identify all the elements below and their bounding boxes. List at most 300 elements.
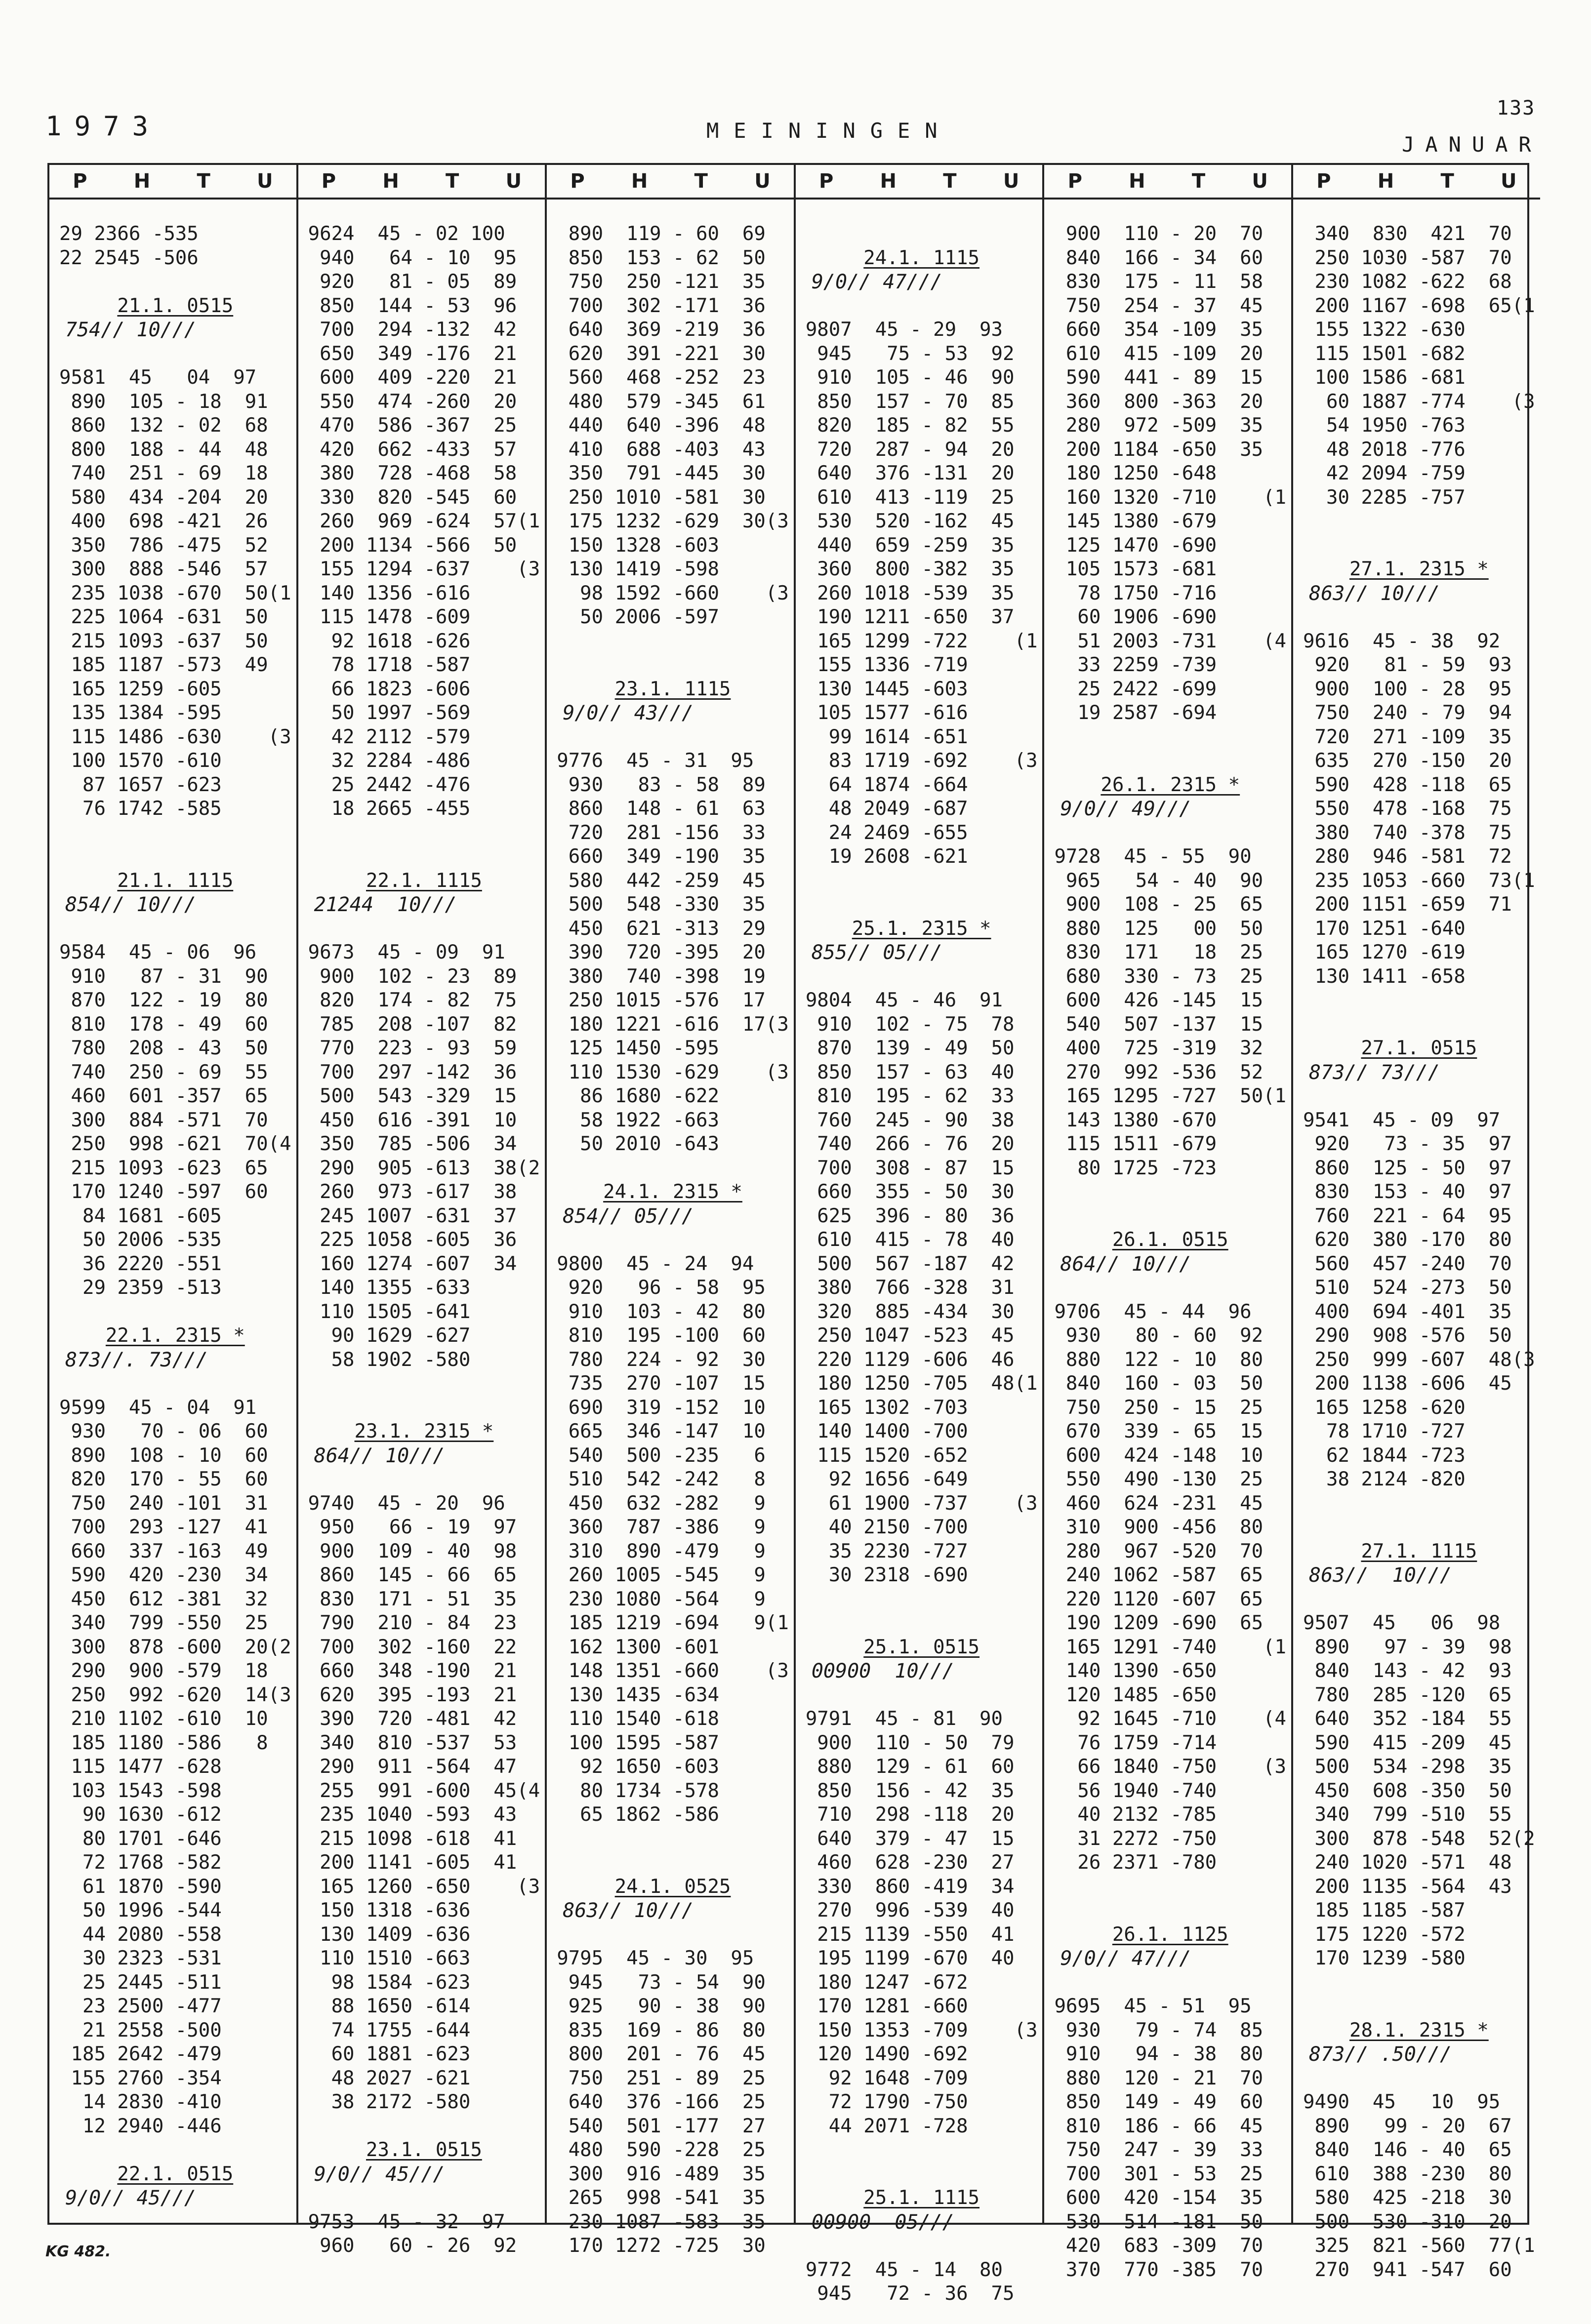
table-row: 780 285 -120 65: [1303, 1683, 1512, 1706]
spacer-row: [59, 1372, 291, 1396]
table-row: 200 1184 -650 35: [1054, 438, 1264, 461]
sounding-code-line: 864// 10///: [1060, 1252, 1191, 1276]
table-row: 9581 45 04 97: [59, 366, 257, 389]
table-row: 35 2230 -727: [805, 1540, 968, 1563]
table-row: 110 1530 -629 (3: [557, 1061, 789, 1083]
table-row: 750 247 - 39 33: [1054, 2139, 1264, 2161]
table-row: 690 319 -152 10: [557, 1396, 766, 1419]
table-row: 180 1221 -616 17(3: [557, 1013, 789, 1036]
column-header-label: T: [197, 170, 210, 193]
table-row: 860 125 - 50 97: [1303, 1157, 1512, 1179]
table-row: 200 1151 -659 71: [1303, 893, 1512, 916]
table-row: 98 1584 -623: [308, 1971, 471, 1994]
table-row: 500 534 -298 35: [1303, 1756, 1512, 1778]
table-row: 80 1701 -646: [59, 1827, 222, 1850]
table-row: 830 153 - 40 97: [1303, 1181, 1512, 1203]
table-row: 350 786 -475 52: [59, 534, 268, 557]
table-row: 9624 45 - 02 100: [308, 223, 505, 245]
column-body: [49, 200, 296, 2210]
table-row: 170 1251 -640: [1303, 917, 1466, 940]
table-row: 380 740 -378 75: [1303, 821, 1512, 844]
table-row: 86 1680 -622: [557, 1085, 719, 1107]
column-header-label: U: [1501, 170, 1517, 193]
column-body: [1293, 200, 1540, 2282]
sounding-code-line: 00900 10///: [811, 1660, 954, 1683]
table-row: 19 2608 -621: [805, 845, 968, 868]
table-row: 580 442 -259 45: [557, 869, 766, 892]
table-row: 9706 45 - 44 96: [1054, 1300, 1252, 1323]
column-header-label: T: [1440, 170, 1454, 193]
table-row: 185 1180 -586 8: [59, 1731, 268, 1754]
table-row: 25 2442 -476: [308, 773, 471, 796]
table-row: 200 1134 -566 50: [308, 534, 517, 557]
table-row: 700 302 -160 22: [308, 1636, 517, 1658]
table-row: 200 1141 -605 41: [308, 1851, 517, 1874]
table-row: 880 120 - 21 70: [1054, 2067, 1264, 2089]
table-row: 300 878 -548 52(2: [1303, 1827, 1535, 1850]
spacer-row: [1303, 1013, 1535, 1037]
table-row: 14 2830 -410: [59, 2091, 222, 2113]
table-row: 770 223 - 93 59: [308, 1037, 517, 1059]
spacer-row: [1303, 534, 1535, 558]
table-row: 590 441 - 89 15: [1054, 366, 1264, 389]
table-row: 380 728 -468 58: [308, 462, 517, 484]
sounding-date-header: 24.1. 1115: [863, 246, 980, 269]
table-row: 450 608 -350 50: [1303, 1779, 1512, 1802]
table-row: 62 1844 -723: [1303, 1444, 1466, 1467]
sounding-code-line: 21244 10///: [314, 893, 457, 916]
table-row: 880 125 00 50: [1054, 917, 1264, 940]
table-row: 925 90 - 38 90: [557, 1995, 766, 2017]
table-row: 290 911 -564 47: [308, 1756, 517, 1778]
sounding-code-line: 873// .50///: [1309, 2043, 1452, 2066]
table-row: 64 1874 -664: [805, 773, 968, 796]
table-row: 155 1294 -637 (3: [308, 558, 540, 580]
table-row: 270 992 -536 52: [1054, 1061, 1264, 1083]
spacer-row: [59, 270, 291, 294]
table-row: 120 1485 -650: [1054, 1683, 1217, 1706]
table-row: 9728 45 - 55 90: [1054, 845, 1252, 868]
table-row: 235 1053 -660 73(1: [1303, 869, 1535, 892]
table-row: 38 2172 -580: [308, 2091, 471, 2113]
table-column: [1044, 165, 1293, 2281]
spacer-row: [557, 1827, 789, 1851]
table-row: 450 632 -282 9: [557, 1492, 766, 1515]
sounding-code-line: 854// 10///: [65, 893, 196, 916]
table-row: 920 73 - 35 97: [1303, 1133, 1512, 1155]
table-row: 30 2318 -690: [805, 1564, 968, 1586]
table-row: 310 900 -456 80: [1054, 1516, 1264, 1538]
table-row: 92 1648 -709: [805, 2067, 968, 2089]
sounding-date-header: 22.1. 0515: [117, 2163, 234, 2185]
table-row: 540 501 -177 27: [557, 2115, 766, 2137]
table-row: 9776 45 - 31 95: [557, 750, 754, 772]
column-header-label: H: [133, 170, 151, 193]
sounding-code-line: 9/0// 45///: [65, 2187, 196, 2209]
sounding-date-header: 27.1. 1115: [1361, 1540, 1477, 1563]
table-row: 88 1650 -614: [308, 1995, 471, 2017]
sounding-code-line: 855// 05///: [811, 941, 942, 964]
table-row: 31 2272 -750: [1054, 1827, 1217, 1850]
table-row: 50 1997 -569: [308, 702, 471, 724]
table-row: 40 2150 -700: [805, 1516, 968, 1538]
column-header-label: P: [73, 170, 87, 193]
table-row: 175 1220 -572: [1303, 1923, 1466, 1946]
table-row: 930 80 - 60 92: [1054, 1324, 1264, 1347]
spacer-row: [1303, 989, 1535, 1013]
table-row: 920 96 - 58 95: [557, 1277, 766, 1299]
table-row: 750 240 - 79 94: [1303, 702, 1512, 724]
table-row: 9584 45 - 06 96: [59, 941, 257, 963]
table-row: 143 1380 -670: [1054, 1109, 1217, 1131]
table-row: 220 1120 -607 65: [1054, 1588, 1264, 1610]
table-row: 960 60 - 26 92: [308, 2235, 517, 2257]
table-row: 60 1881 -623: [308, 2043, 471, 2065]
table-row: 65 1862 -586: [557, 1803, 719, 1826]
table-row: 78 1710 -727: [1303, 1420, 1466, 1442]
spacer-row: [557, 630, 789, 654]
spacer-row: [308, 1372, 540, 1396]
table-row: 165 1291 -740 (1: [1054, 1636, 1287, 1658]
table-row: 103 1543 -598: [59, 1779, 222, 1802]
table-row: 22 2545 -506: [59, 246, 199, 269]
table-row: 148 1351 -660 (3: [557, 1660, 789, 1682]
table-row: 42 2112 -579: [308, 725, 471, 748]
table-row: 700 301 - 53 25: [1054, 2163, 1264, 2185]
table-row: 130 1435 -634: [557, 1683, 719, 1706]
spacer-row: [806, 1611, 1038, 1636]
table-row: 74 1755 -644: [308, 2019, 471, 2042]
table-row: 900 109 - 40 98: [308, 1540, 517, 1563]
table-row: 870 139 - 49 50: [805, 1037, 1015, 1059]
table-row: 76 1759 -714: [1054, 1731, 1217, 1754]
table-row: 54 1950 -763: [1303, 414, 1466, 437]
sounding-date-header: 23.1. 0515: [366, 2139, 482, 2161]
table-row: 92 1650 -603: [557, 1756, 719, 1778]
table-row: 26 2371 -780: [1054, 1851, 1217, 1874]
table-row: 32 2284 -486: [308, 750, 471, 772]
table-row: 280 946 -581 72: [1303, 845, 1512, 868]
table-column: [298, 165, 547, 2257]
table-row: 48 2049 -687: [805, 798, 968, 820]
table-row: 640 376 -131 20: [805, 462, 1015, 484]
table-row: 920 81 - 59 93: [1303, 654, 1512, 676]
table-row: 48 2027 -621: [308, 2067, 471, 2089]
table-row: 290 905 -613 38(2: [308, 1157, 540, 1179]
table-row: 700 293 -127 41: [59, 1516, 268, 1538]
table-row: 420 683 -309 70: [1054, 2235, 1264, 2257]
table-row: 9740 45 - 20 96: [308, 1492, 505, 1515]
table-row: 23 2500 -477: [59, 1995, 222, 2017]
spacer-row: [1303, 1516, 1535, 1540]
spacer-row: [1303, 1084, 1535, 1109]
table-row: 945 73 - 54 90: [557, 1971, 766, 1994]
table-row: 180 1250 -705 48(1: [805, 1372, 1038, 1395]
column-header-label: U: [505, 170, 522, 193]
table-row: 170 1281 -660: [805, 1995, 968, 2017]
table-row: 790 210 - 84 23: [308, 1612, 517, 1634]
table-row: 280 972 -509 35: [1054, 414, 1264, 437]
column-header-label: U: [754, 170, 771, 193]
table-row: 945 72 - 36 75: [805, 2283, 1015, 2305]
table-row: 530 520 -162 45: [805, 510, 1015, 532]
table-row: 220 1129 -606 46: [805, 1348, 1015, 1371]
table-row: 700 308 - 87 15: [805, 1157, 1015, 1179]
column-header-label: P: [1067, 170, 1082, 193]
table-row: 58 1902 -580: [308, 1348, 471, 1371]
table-row: 580 434 -204 20: [59, 486, 268, 509]
table-row: 750 250 -121 35: [557, 271, 766, 293]
table-row: 9800 45 - 24 94: [557, 1252, 754, 1275]
table-row: 170 1272 -725 30: [557, 2235, 766, 2257]
table-row: 61 1870 -590: [59, 1875, 222, 1898]
table-row: 250 1047 -523 45: [805, 1324, 1015, 1347]
table-row: 610 415 -109 20: [1054, 342, 1264, 365]
table-row: 140 1355 -633: [308, 1277, 471, 1299]
table-row: 640 369 -219 36: [557, 319, 766, 341]
table-row: 700 302 -171 36: [557, 294, 766, 317]
table-row: 840 160 - 03 50: [1054, 1372, 1264, 1395]
table-row: 620 391 -221 30: [557, 342, 766, 365]
table-row: 410 688 -403 43: [557, 438, 766, 461]
column-header-label: P: [321, 170, 336, 193]
table-row: 100 1570 -610: [59, 750, 222, 772]
table-row: 44 2080 -558: [59, 1923, 222, 1946]
table-row: 840 143 - 42 93: [1303, 1660, 1512, 1682]
table-row: 820 174 - 82 75: [308, 989, 517, 1011]
table-row: 9695 45 - 51 95: [1054, 1995, 1252, 2017]
sounding-code-line: 754// 10///: [65, 319, 196, 341]
spacer-row: [806, 2163, 1038, 2187]
table-row: 300 916 -489 35: [557, 2163, 766, 2185]
table-row: 750 250 - 15 25: [1054, 1396, 1264, 1419]
sounding-date-header: 25.1. 1115: [863, 2187, 980, 2209]
sounding-date-header: 27.1. 2315 *: [1349, 558, 1489, 580]
sounding-code-line: 873// 73///: [1309, 1061, 1440, 1084]
table-row: 155 1336 -719: [805, 654, 968, 676]
table-row: 380 740 -398 19: [557, 965, 766, 988]
table-row: 660 348 -190 21: [308, 1660, 517, 1682]
table-row: 480 579 -345 61: [557, 390, 766, 413]
table-row: 660 349 -190 35: [557, 845, 766, 868]
table-row: 720 281 -156 33: [557, 821, 766, 844]
table-row: 105 1573 -681: [1054, 558, 1217, 580]
table-row: 160 1274 -607 34: [308, 1252, 517, 1275]
table-row: 265 998 -541 35: [557, 2187, 766, 2209]
table-row: 780 208 - 43 50: [59, 1037, 268, 1059]
table-row: 9673 45 - 09 91: [308, 941, 505, 963]
table-row: 500 567 -187 42: [805, 1252, 1015, 1275]
spacer-row: [1303, 1995, 1535, 2019]
table-row: 190 1209 -690 65: [1054, 1612, 1264, 1634]
table-row: 180 1250 -648: [1054, 462, 1217, 484]
table-row: 50 2006 -597: [557, 606, 719, 628]
table-row: 92 1618 -626: [308, 630, 471, 652]
table-row: 115 1501 -682: [1303, 342, 1466, 365]
table-row: 830 175 - 11 58: [1054, 271, 1264, 293]
table-row: 590 428 -118 65: [1303, 773, 1512, 796]
table-row: 18 2665 -455: [308, 798, 471, 820]
table-row: 620 380 -170 80: [1303, 1229, 1512, 1251]
table-row: 390 720 -395 20: [557, 941, 766, 963]
table-row: 480 590 -228 25: [557, 2139, 766, 2161]
table-row: 900 110 - 20 70: [1054, 223, 1264, 245]
table-row: 120 1490 -692: [805, 2043, 968, 2065]
table-row: 250 1015 -576 17: [557, 989, 766, 1011]
table-row: 38 2124 -820: [1303, 1468, 1466, 1490]
table-row: 9791 45 - 81 90: [805, 1708, 1003, 1730]
spacer-row: [308, 1468, 540, 1492]
spacer-row: [806, 2234, 1038, 2258]
table-row: 300 888 -546 57: [59, 558, 268, 580]
table-row: 110 1505 -641: [308, 1300, 471, 1323]
table-row: 340 799 -510 55: [1303, 1803, 1512, 1826]
table-row: 72 1790 -750: [805, 2091, 968, 2113]
table-row: 810 178 - 49 60: [59, 1013, 268, 1036]
column-header-label: P: [570, 170, 585, 193]
table-row: 370 770 -385 70: [1054, 2258, 1264, 2281]
table-row: 460 628 -230 27: [805, 1851, 1015, 1874]
table-row: 130 1419 -598: [557, 558, 719, 580]
table-row: 72 1768 -582: [59, 1851, 222, 1874]
table-row: 450 612 -381 32: [59, 1588, 268, 1610]
sounding-code-line: 9/0// 49///: [1060, 798, 1191, 820]
table-row: 180 1247 -672: [805, 1971, 968, 1994]
table-row: 90 1629 -627: [308, 1324, 471, 1347]
table-row: 760 221 - 64 95: [1303, 1204, 1512, 1227]
table-row: 380 766 -328 31: [805, 1277, 1015, 1299]
table-row: 600 426 -145 15: [1054, 989, 1264, 1011]
table-row: 225 1064 -631 50: [59, 606, 268, 628]
table-row: 12 2940 -446: [59, 2115, 222, 2137]
spacer-row: [59, 2138, 291, 2163]
sounding-code-line: 00900 05///: [811, 2210, 954, 2234]
spacer-row: [308, 917, 540, 941]
table-row: 165 1259 -605: [59, 678, 222, 700]
table-row: 250 999 -607 48(3: [1303, 1348, 1535, 1371]
table-row: 945 75 - 53 92: [805, 342, 1015, 365]
sounding-date-header: 24.1. 0525: [614, 1875, 731, 1898]
table-row: 140 1356 -616: [308, 582, 471, 604]
table-row: 105 1577 -616: [805, 702, 968, 724]
column-header: [1293, 165, 1540, 200]
table-row: 80 1725 -723: [1054, 1157, 1217, 1179]
spacer-row: [59, 1300, 291, 1324]
table-row: 140 1390 -650: [1054, 1660, 1217, 1682]
table-row: 215 1139 -550 41: [805, 1923, 1015, 1946]
column-body: [796, 200, 1043, 2306]
spacer-row: [806, 2138, 1038, 2163]
column-body: [547, 200, 794, 2258]
table-row: 58 1922 -663: [557, 1109, 719, 1131]
table-row: 910 94 - 38 80: [1054, 2043, 1264, 2065]
table-row: 280 967 -520 70: [1054, 1540, 1264, 1563]
station-title: MEININGEN: [706, 119, 952, 143]
table-row: 660 337 -163 49: [59, 1540, 268, 1563]
table-row: 900 100 - 28 95: [1303, 678, 1512, 700]
sounding-date-header: 22.1. 1115: [366, 869, 482, 892]
table-row: 850 153 - 62 50: [557, 246, 766, 269]
table-row: 92 1645 -710 (4: [1054, 1708, 1287, 1730]
spacer-row: [1054, 1276, 1286, 1300]
table-row: 230 1080 -564 9: [557, 1588, 766, 1610]
table-row: 950 66 - 19 97: [308, 1516, 517, 1538]
column-body: [298, 200, 545, 2258]
table-row: 66 1823 -606: [308, 678, 471, 700]
table-row: 850 157 - 70 85: [805, 390, 1015, 413]
spacer-row: [1054, 1180, 1286, 1204]
table-row: 750 240 -101 31: [59, 1492, 268, 1515]
table-row: 890 99 - 20 67: [1303, 2115, 1512, 2137]
sounding-code-line: 9/0// 45///: [314, 2163, 445, 2186]
column-header-label: U: [1003, 170, 1020, 193]
table-row: 330 820 -545 60: [308, 486, 517, 509]
sounding-date-header: 26.1. 1125: [1112, 1923, 1228, 1946]
spacer-row: [557, 1851, 789, 1875]
table-row: 130 1445 -603: [805, 678, 968, 700]
spacer-row: [557, 1228, 789, 1252]
table-row: 235 1038 -670 50(1: [59, 582, 291, 604]
spacer-row: [308, 821, 540, 845]
table-row: 640 376 -166 25: [557, 2091, 766, 2113]
table-row: 290 908 -576 50: [1303, 1324, 1512, 1347]
sounding-date-header: 26.1. 0515: [1112, 1229, 1228, 1251]
sounding-date-header: 23.1. 2315 *: [354, 1420, 494, 1442]
column-header-label: T: [694, 170, 708, 193]
table-row: 185 1185 -587: [1303, 1899, 1466, 1922]
table-row: 720 271 -109 35: [1303, 725, 1512, 748]
table-row: 840 166 - 34 60: [1054, 246, 1264, 269]
spacer-row: [308, 845, 540, 869]
table-row: 965 54 - 40 90: [1054, 869, 1264, 892]
table-row: 84 1681 -605: [59, 1204, 222, 1227]
table-row: 680 330 - 73 25: [1054, 965, 1264, 988]
table-row: 820 170 - 55 60: [59, 1468, 268, 1490]
table-row: 750 251 - 89 25: [557, 2067, 766, 2089]
spacer-row: [806, 1588, 1038, 1612]
column-header-label: H: [1377, 170, 1394, 193]
table-row: 360 800 -363 20: [1054, 390, 1264, 413]
sounding-date-header: 28.1. 2315 *: [1349, 2019, 1489, 2042]
table-row: 850 156 - 42 35: [805, 1779, 1015, 1802]
spacer-row: [806, 294, 1038, 319]
table-row: 60 1906 -690: [1054, 606, 1217, 628]
table-row: 610 415 - 78 40: [805, 1229, 1015, 1251]
table-row: 9804 45 - 46 91: [805, 989, 1003, 1011]
spacer-row: [557, 1923, 789, 1947]
table-column: [796, 165, 1045, 2305]
table-row: 165 1260 -650 (3: [308, 1875, 540, 1898]
table-row: 29 2359 -513: [59, 1277, 222, 1299]
sounding-date-header: 25.1. 2315 *: [852, 917, 991, 940]
table-column: [1293, 165, 1540, 2281]
table-row: 910 87 - 31 90: [59, 965, 268, 988]
table-row: 510 524 -273 50: [1303, 1277, 1512, 1299]
table-row: 9490 45 10 95: [1303, 2091, 1501, 2113]
column-header-label: H: [1129, 170, 1145, 193]
table-row: 350 785 -506 34: [308, 1133, 517, 1155]
table-row: 340 810 -537 53: [308, 1731, 517, 1754]
table-row: 150 1353 -709 (3: [805, 2019, 1038, 2042]
table-row: 840 146 - 40 65: [1303, 2139, 1512, 2161]
table-row: 78 1750 -716: [1054, 582, 1217, 604]
table-row: 710 298 -118 20: [805, 1803, 1015, 1826]
table-row: 820 185 - 82 55: [805, 414, 1015, 437]
sounding-code-line: 854// 05///: [563, 1204, 694, 1228]
table-row: 145 1380 -679: [1054, 510, 1217, 532]
table-row: 250 1030 -587 70: [1303, 246, 1512, 269]
spacer-row: [1054, 821, 1286, 845]
